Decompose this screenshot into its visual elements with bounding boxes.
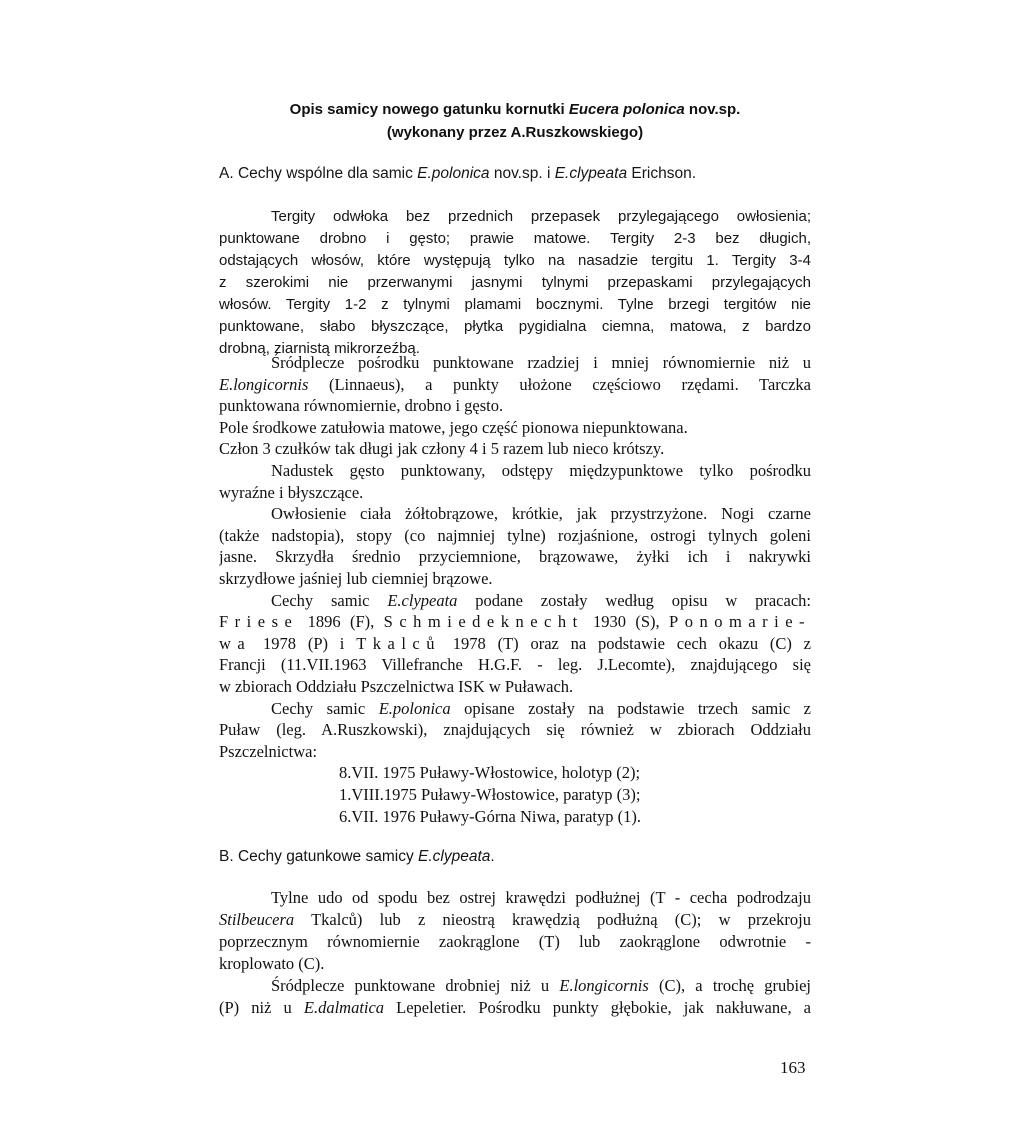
text-line: jasne. Skrzydła średnio przyciemnione, brązowawe, żyłki ich i nakrywki xyxy=(219,547,811,567)
list-item: 1.VIII.1975 Puławy-Włostowice, paratyp (3); xyxy=(339,785,641,804)
paragraph-antenna: Człon 3 czułków tak długi jak człony 4 i 5 razem lub nieco krótszy. xyxy=(219,439,665,459)
text-line: Francji (11.VII.1963 Villefranche H.G.F. - leg. J.Lecomte), znajdującego się xyxy=(219,655,811,675)
section-b-heading: B. Cechy gatunkowe samicy E.clypeata. xyxy=(219,848,495,865)
page-number: 163 xyxy=(780,1058,806,1077)
list-item: 6.VII. 1976 Puławy-Górna Niwa, paratyp (1). xyxy=(339,807,641,826)
section-a-heading: A. Cechy wspólne dla samic E.polonica nov.sp. i E.clypeata Erichson. xyxy=(219,165,697,182)
text-line: punktowane drobno i gęsto; prawie matowe. Tergity 2-3 bez długich, xyxy=(219,230,811,247)
author-name: Friese xyxy=(219,612,299,632)
text-line: w zbiorach Oddziału Pszczelnictwa ISK w Puławach. xyxy=(219,676,574,696)
paragraph-mesonotum xyxy=(219,352,811,762)
text-line: skrzydłowe jaśniej lub ciemniej brązowe. xyxy=(219,568,493,588)
author-name: Tkalců xyxy=(356,633,441,653)
species-name: E.polonica xyxy=(378,698,451,718)
specimen-list xyxy=(339,762,641,828)
list-item: 8.VII. 1975 Puławy-Włostowice, holotyp (2); xyxy=(339,763,641,782)
text-line: kroplowato (C). xyxy=(219,954,325,973)
title-line-2: (wykonany przez A.Ruszkowskiego) xyxy=(386,124,644,141)
species-name: E.longicornis xyxy=(219,374,309,394)
text-line: Śródplecze punktowane drobniej niż u E.longicornis (C), a trochę grubiej xyxy=(271,976,811,995)
paragraph-propodeum: Pole środkowe zatułowia matowe, jego część pionowa niepunktowana. xyxy=(219,417,688,437)
species-name: Eucera polonica xyxy=(568,101,685,118)
text-line: Pszczelnictwa: xyxy=(219,741,318,761)
author-name: Schmiedeknecht xyxy=(383,612,584,632)
text-line: Stilbeucera Tkalců) lub z nieostrą krawędzią podłużną (C); w przekroju xyxy=(219,910,811,929)
text-line: drobną, ziarnistą mikrorzeźbą. xyxy=(219,340,420,357)
text-line: poprzecznym równomiernie zaokrąglone (T) lub zaokrąglone odwrotnie - xyxy=(219,932,811,951)
text-line: punktowana równomiernie, drobno i gęsto. xyxy=(219,396,504,416)
species-name: E.dalmatica xyxy=(303,998,385,1017)
text-line: włosów. Tergity 1-2 z tylnymi plamami bocznymi. Tylne brzegi tergitów nie xyxy=(219,296,811,313)
species-name: E.clypeata xyxy=(554,165,628,182)
author-name: Ponomarie- xyxy=(669,612,811,632)
text-line: wa 1978 (P) i Tkalců 1978 (T) oraz na podstawie cech okazu (C) z xyxy=(219,633,811,653)
genus-name: Stilbeucera xyxy=(219,910,295,929)
text-line: (także nadstopia), stopy (co najmniej tylne) rozjaśnione, ostrogi tylnych goleni xyxy=(219,525,811,545)
text-line: Owłosienie ciała żółtobrązowe, krótkie, jak przystrzyżone. Nogi czarne xyxy=(271,504,811,524)
text-line: Śródplecze pośrodku punktowane rzadziej i mniej równomiernie niż u xyxy=(271,353,811,372)
text-line: Nadustek gęsto punktowany, odstępy międzypunktowe tylko pośrodku xyxy=(271,460,811,480)
text-line: wyraźne i błyszczące. xyxy=(219,482,364,502)
text-line: (P) niż u E.dalmatica Lepeletier. Pośrodku punkty głębokie, jak nakłuwane, a xyxy=(219,998,811,1017)
text-line: Friese 1896 (F), Schmiedeknecht 1930 (S), Ponomarie- xyxy=(219,612,811,632)
species-name: E.polonica xyxy=(417,165,490,182)
species-name: E.clypeata xyxy=(418,848,491,865)
species-name: E.clypeata xyxy=(387,590,458,610)
paragraph-tergites xyxy=(219,206,811,360)
text-line: E.longicornis (Linnaeus), a punkty ułożone częściowo rzędami. Tarczka xyxy=(219,374,811,394)
text-line: Puław (leg. A.Ruszkowski), znajdujących się również w zbiorach Oddziału xyxy=(219,720,811,740)
text-line: z szerokimi nie przerwanymi jasnymi tylnymi przepaskami przylegających xyxy=(219,274,811,291)
text-line: Tylne udo od spodu bez ostrej krawędzi podłużnej (T - cecha podrodzaju xyxy=(271,888,811,907)
document-title xyxy=(220,98,810,144)
text-line: odstających włosów, które występują tylko na nasadzie tergitu 1. Tergity 3-4 xyxy=(219,252,811,269)
text-line: Cechy samic E.clypeata podane zostały według opisu w pracach: xyxy=(271,590,811,610)
text-line: Tergity odwłoka bez przednich przepasek przylegającego owłosienia; xyxy=(271,208,811,225)
species-name: E.longicornis xyxy=(559,976,649,995)
title-line-1: Opis samicy nowego gatunku kornutki Eucera polonica nov.sp. xyxy=(289,101,741,118)
text-line: Cechy samic E.polonica opisane zostały na podstawie trzech samic z xyxy=(271,698,811,718)
text-line: punktowane, słabo błyszczące, płytka pygidialna ciemna, matowa, z bardzo xyxy=(219,318,811,335)
author-name: wa xyxy=(219,633,252,653)
paragraph-hind-femur xyxy=(219,887,811,1019)
